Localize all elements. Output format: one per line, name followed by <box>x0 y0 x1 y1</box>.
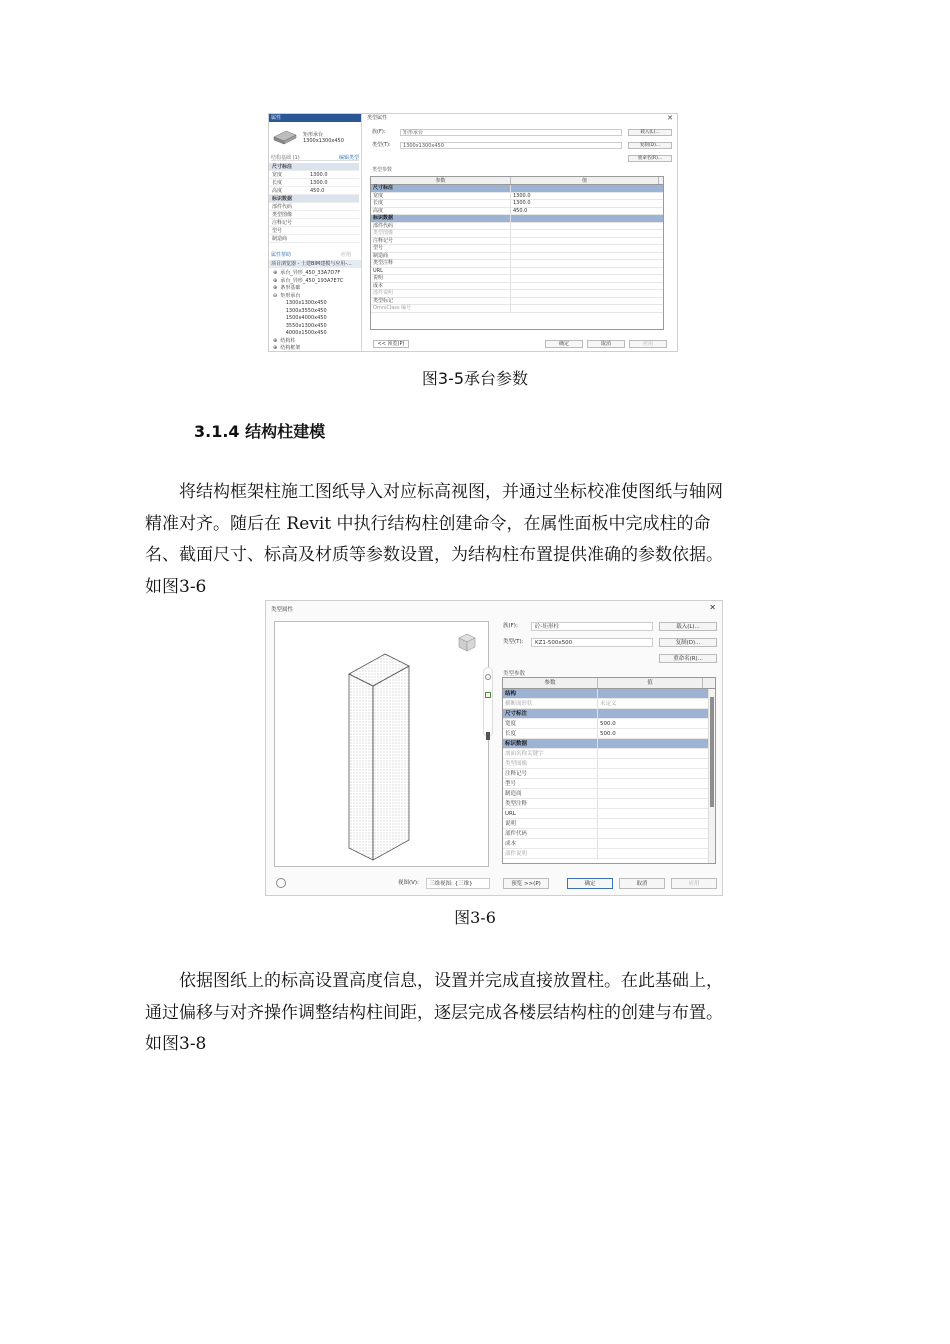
paragraph-1-line: 名、截面尺寸、标高及材质等参数设置，为结构柱布置提供准确的参数依据。 <box>145 545 723 565</box>
properties-rows <box>269 163 359 243</box>
property-name: 宽度 <box>272 172 283 178</box>
param-name: URL <box>371 268 511 275</box>
grid-row[interactable] <box>371 253 663 261</box>
browser-tree-item[interactable]: ⊕ 承台_异形_450_33A7D7F <box>273 270 341 276</box>
properties-apply-button[interactable]: 应用 <box>341 252 352 258</box>
param-name: 制造商 <box>503 789 598 798</box>
param-value[interactable]: 450.0 <box>513 207 528 214</box>
grid-row[interactable] <box>371 245 663 253</box>
param-name: 标识数据 <box>503 739 598 748</box>
family-select[interactable]: 砼-矩形柱 <box>531 622 653 631</box>
scroll-handle[interactable] <box>486 732 490 740</box>
view-label: 视图(V): <box>398 880 419 886</box>
preview-button[interactable]: << 预览(P) <box>373 340 409 348</box>
param-name: 部件代码 <box>371 223 511 230</box>
property-row[interactable] <box>269 171 359 179</box>
grid-row[interactable] <box>503 799 715 809</box>
param-value[interactable] <box>511 230 659 237</box>
paragraph-1-line: 精准对齐。随后在 Revit 中执行结构柱创建命令，在属性面板中完成柱的命 <box>145 513 711 534</box>
param-value[interactable] <box>598 789 703 798</box>
property-row[interactable] <box>269 219 359 227</box>
browser-tree-item[interactable]: 3550x1300x450 <box>273 322 327 329</box>
grid-row[interactable] <box>503 759 715 769</box>
param-value[interactable] <box>511 283 659 290</box>
load-button[interactable]: 载入(L)... <box>628 129 672 136</box>
paragraph-2-line: 通过偏移与对齐操作调整结构柱间距，逐层完成各楼层结构柱的创建与布置。 <box>145 1002 723 1023</box>
family-field[interactable] <box>372 129 622 136</box>
type-label: 类型(T): <box>372 142 391 148</box>
family-label: 族(F): <box>372 129 386 135</box>
property-value[interactable]: 450.0 <box>310 188 325 194</box>
param-name: 长度 <box>371 200 511 207</box>
grid-row[interactable] <box>371 290 663 298</box>
property-name: 类型图像 <box>272 212 293 218</box>
property-name: 注释记号 <box>272 220 293 226</box>
type-size: 1300x1300x450 <box>303 138 344 144</box>
browser-tree-item[interactable]: 1300x3550x450 <box>273 307 327 314</box>
figure-3-5-screenshot <box>268 113 678 352</box>
grid-row[interactable] <box>503 829 715 839</box>
property-row[interactable] <box>269 179 359 187</box>
param-value <box>598 689 703 698</box>
param-value[interactable] <box>511 275 659 282</box>
grid-row[interactable] <box>371 223 663 231</box>
view-cube-icon[interactable] <box>455 630 479 654</box>
param-name: 类型标记 <box>371 298 511 305</box>
grid-section-row <box>371 185 663 193</box>
type-properties-dialog <box>363 114 678 352</box>
param-name: URL <box>503 809 598 818</box>
figure-3-5-caption: 图3-5承台参数 <box>421 369 529 388</box>
param-name: 标识数据 <box>371 215 511 222</box>
param-value[interactable]: 500.0 <box>600 731 616 737</box>
browser-tree-item[interactable]: 1500x4000x450 <box>273 315 327 321</box>
edit-type-button[interactable]: 编辑类型 <box>338 155 359 161</box>
cancel-button[interactable]: 取消 <box>619 878 665 889</box>
paragraph-2-line: 如图3-8 <box>145 1034 207 1054</box>
selector-label: 结构基础 (1) <box>271 155 300 161</box>
property-row[interactable] <box>269 187 359 195</box>
param-name: 长度 <box>503 729 598 738</box>
family-label: 族(F): <box>503 623 518 629</box>
param-name: 类型注释 <box>503 799 598 808</box>
grid-rows <box>503 689 715 859</box>
property-name: 标识数据 <box>272 196 293 202</box>
param-value <box>598 739 703 748</box>
param-value[interactable] <box>511 245 659 252</box>
family-select[interactable]: 矩形承台 <box>400 129 622 136</box>
properties-panel <box>269 114 362 352</box>
param-value[interactable] <box>598 779 703 788</box>
duplicate-button[interactable]: 复制(D)... <box>659 638 717 647</box>
properties-help-link[interactable]: 属性帮助 <box>271 252 292 258</box>
type-parameters-grid <box>502 677 716 864</box>
grid-header <box>503 678 715 689</box>
param-value[interactable]: 1300.0 <box>513 200 531 206</box>
grid-row[interactable] <box>503 749 715 759</box>
param-name: 尺寸标注 <box>371 185 511 192</box>
ok-button[interactable]: 确定 <box>567 878 613 889</box>
browser-tree-item[interactable]: ⊕ 条形基础 <box>273 285 301 291</box>
grid-section-row <box>371 215 663 223</box>
grid-row[interactable] <box>371 238 663 246</box>
param-value[interactable] <box>598 819 703 828</box>
property-value[interactable]: 1300.0 <box>310 172 328 178</box>
param-name: 说明 <box>503 819 598 828</box>
ok-button[interactable]: 确定 <box>545 340 583 348</box>
param-value[interactable]: 未定义 <box>600 701 617 707</box>
close-icon[interactable]: ✕ <box>667 114 673 122</box>
param-name: 成本 <box>503 839 598 848</box>
grid-row[interactable] <box>371 275 663 283</box>
grid-row[interactable] <box>503 779 715 789</box>
figure-3-6-caption: 图3-6 <box>454 908 496 927</box>
grid-row[interactable] <box>371 230 663 238</box>
dialog-title: 类型属性 <box>271 607 294 613</box>
help-icon[interactable] <box>276 878 286 888</box>
grid-row[interactable] <box>503 769 715 779</box>
apply-button[interactable]: 应用 <box>629 340 667 348</box>
param-name: 型号 <box>371 245 511 252</box>
browser-tree-item[interactable]: ⊕ 结构柱 <box>273 337 296 344</box>
browser-tree-item[interactable]: ⊕ 承台_异形_450_193A7E7C <box>273 277 344 284</box>
figure-3-6-screenshot <box>265 600 723 896</box>
zoom-icon[interactable] <box>485 692 491 698</box>
value-column-header: 值 <box>511 177 659 184</box>
grid-section-row <box>503 709 715 719</box>
param-value[interactable] <box>598 749 703 758</box>
type-field[interactable] <box>503 638 653 647</box>
param-value <box>511 215 659 222</box>
column-3d-preview <box>275 622 490 868</box>
rename-button[interactable]: 重命名(R)... <box>659 654 717 663</box>
param-name: 横断面形状 <box>503 699 598 708</box>
property-name: 部件代码 <box>272 204 293 210</box>
grid-row[interactable] <box>503 729 715 739</box>
type-parameters-grid <box>370 176 664 330</box>
param-value[interactable] <box>598 809 703 818</box>
type-field[interactable] <box>372 142 622 149</box>
preview-button[interactable]: 预览 >>(P) <box>503 878 549 889</box>
param-value[interactable] <box>598 769 703 778</box>
param-name: 类型图像 <box>371 230 511 237</box>
param-value[interactable] <box>511 290 659 297</box>
browser-tree-item[interactable]: ⊖ 矩形承台 <box>273 292 301 299</box>
param-name: 宽度 <box>371 193 511 200</box>
paragraph-1-line: 如图3-6 <box>145 576 207 597</box>
param-value <box>511 185 659 192</box>
grid-row[interactable] <box>503 809 715 819</box>
browser-tree-item[interactable]: 4000x1500x450 <box>273 330 327 336</box>
grid-row[interactable] <box>371 193 663 201</box>
type-select[interactable]: 1300x1300x450 <box>400 142 622 149</box>
param-value[interactable] <box>598 759 703 768</box>
property-row[interactable] <box>269 203 359 211</box>
property-section-row <box>269 163 359 171</box>
property-section-row <box>269 195 359 203</box>
steering-wheel-icon[interactable] <box>485 674 491 680</box>
param-name: 尺寸标注 <box>503 709 598 718</box>
paragraph-2 <box>145 966 815 1061</box>
project-browser-title: 项目浏览器 - 土建BIM建模与应用-... <box>269 260 361 268</box>
param-value <box>598 709 703 718</box>
property-name: 尺寸标注 <box>272 164 293 170</box>
paragraph-2-line: 依据图纸上的标高设置高度信息，设置并完成直接放置柱。在此基础上， <box>179 971 723 991</box>
pile-cap-thumbnail-icon <box>272 127 298 145</box>
param-value[interactable]: 500.0 <box>600 721 616 727</box>
grid-section-row <box>503 739 715 749</box>
section-heading: 3.1.4 结构柱建模 <box>194 422 326 441</box>
grid-row[interactable] <box>371 298 663 306</box>
view-select[interactable]: 三维视图: {三维} <box>426 878 490 889</box>
param-name: 制造商 <box>371 253 511 260</box>
cancel-button[interactable]: 取消 <box>587 340 625 348</box>
param-name: 部件代码 <box>503 829 598 838</box>
duplicate-button[interactable]: 复制(D)... <box>628 142 672 149</box>
param-column-header: 参数 <box>371 177 511 184</box>
param-name: 类型图像 <box>503 759 598 768</box>
param-value[interactable] <box>598 799 703 808</box>
property-value[interactable]: 1300.0 <box>310 180 328 186</box>
paragraph-1 <box>145 477 815 603</box>
param-value[interactable] <box>598 849 703 858</box>
param-name: 注释记号 <box>503 769 598 778</box>
type-parameters-label: 类型参数 <box>372 167 393 173</box>
family-field[interactable] <box>503 622 653 631</box>
grid-row[interactable] <box>503 839 715 849</box>
grid-row[interactable] <box>371 268 663 276</box>
param-name: 成本 <box>371 283 511 290</box>
grid-row[interactable] <box>503 699 715 709</box>
param-name: 结构 <box>503 689 598 698</box>
grid-section-row <box>503 689 715 699</box>
param-name: 宽度 <box>503 719 598 728</box>
grid-row[interactable] <box>371 283 663 291</box>
grid-scroll-thumb[interactable] <box>710 697 714 807</box>
grid-header <box>371 177 663 185</box>
grid-row[interactable] <box>503 789 715 799</box>
param-value[interactable] <box>598 839 703 848</box>
property-name: 型号 <box>272 228 283 234</box>
grid-scrollbar[interactable] <box>708 689 715 864</box>
grid-row[interactable] <box>371 305 663 313</box>
grid-rows <box>371 185 663 313</box>
instance-selector[interactable] <box>271 154 359 161</box>
value-column-header: 值 <box>598 678 703 688</box>
param-name: OmniClass 编号 <box>371 305 511 312</box>
param-name: 剖面名称关键字 <box>503 749 598 758</box>
property-row[interactable] <box>269 211 359 219</box>
navigation-bar[interactable] <box>483 667 493 737</box>
grid-row[interactable] <box>371 200 663 208</box>
param-value[interactable] <box>598 829 703 838</box>
property-name: 制造商 <box>272 236 288 242</box>
param-value[interactable] <box>511 223 659 230</box>
properties-title: 属性 <box>269 114 361 122</box>
grid-row[interactable] <box>503 719 715 729</box>
param-value[interactable] <box>511 260 659 267</box>
grid-row[interactable] <box>503 819 715 829</box>
param-value[interactable] <box>511 305 659 312</box>
property-row[interactable] <box>269 235 359 243</box>
param-name: 型号 <box>503 779 598 788</box>
param-name: 说明 <box>371 275 511 282</box>
property-name: 长度 <box>272 180 283 186</box>
type-select[interactable]: KZ1-500x500 <box>531 638 653 647</box>
close-icon[interactable]: ✕ <box>709 603 716 612</box>
load-button[interactable]: 载入(L)... <box>659 622 717 631</box>
param-value[interactable] <box>511 253 659 260</box>
paragraph-1-line: 将结构框架柱施工图纸导入对应标高视图，并通过坐标校准使图纸与轴网 <box>179 482 723 502</box>
param-name: 部件说明 <box>503 849 598 858</box>
dialog-title: 类型属性 <box>367 115 388 121</box>
type-parameters-label: 类型参数 <box>503 671 526 677</box>
grid-row[interactable] <box>503 849 715 859</box>
param-name: 高度 <box>371 208 511 215</box>
grid-row[interactable] <box>371 208 663 216</box>
param-column-header: 参数 <box>503 678 598 688</box>
param-name: 部件说明 <box>371 290 511 297</box>
preview-viewport[interactable] <box>274 621 489 867</box>
param-value[interactable] <box>511 298 659 305</box>
apply-button[interactable]: 应用 <box>671 878 717 889</box>
rename-button[interactable]: 重命名(R)... <box>628 155 672 162</box>
param-value[interactable]: 1300.0 <box>513 192 531 199</box>
browser-tree-item[interactable]: 1300x1300x450 <box>273 300 327 306</box>
browser-tree-item[interactable]: ⊕ 结构框架 <box>273 345 301 351</box>
grid-row[interactable] <box>371 260 663 268</box>
property-row[interactable] <box>269 227 359 235</box>
property-name: 高度 <box>272 188 283 194</box>
param-name: 类型注释 <box>371 260 511 267</box>
project-browser-tree <box>273 270 361 352</box>
type-family: 矩形承台 <box>303 132 324 138</box>
param-value[interactable] <box>511 238 659 245</box>
param-value[interactable] <box>511 268 659 275</box>
type-name <box>303 132 344 144</box>
param-name: 注释记号 <box>371 238 511 245</box>
type-label: 类型(T): <box>503 639 524 645</box>
